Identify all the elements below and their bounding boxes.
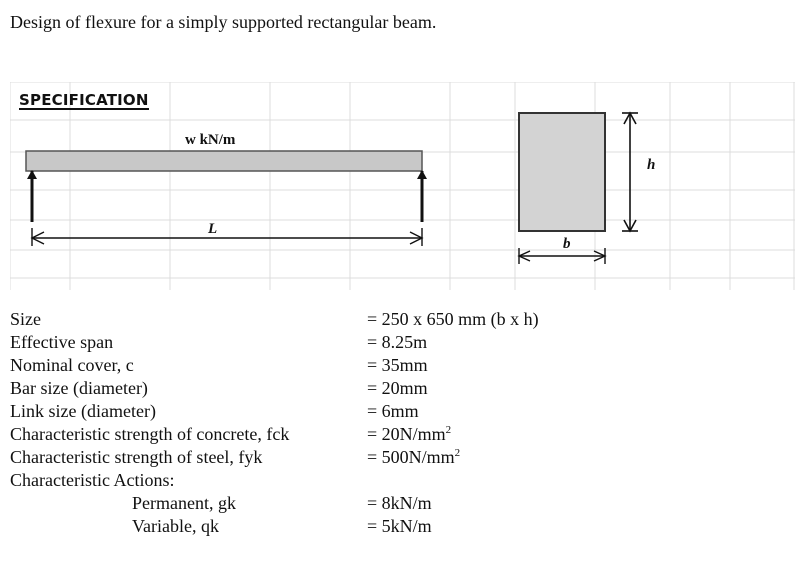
span-dimension bbox=[32, 228, 422, 246]
spec-value-variable: = 5kN/m bbox=[367, 516, 432, 536]
spec-value-cover: = 35mm bbox=[367, 355, 428, 375]
fck-unit-exponent: 2 bbox=[445, 424, 452, 436]
cross-section bbox=[519, 113, 605, 231]
spec-label-link-size: Link size (diameter) bbox=[10, 401, 156, 421]
spec-value-span: = 8.25m bbox=[367, 332, 428, 352]
fyk-unit-exponent: 2 bbox=[454, 447, 461, 459]
spec-label-span: Effective span bbox=[10, 332, 114, 352]
spec-label-actions: Characteristic Actions: bbox=[10, 470, 175, 490]
width-label: b bbox=[563, 236, 571, 252]
spec-value-size: = 250 x 650 mm (b x h) bbox=[367, 309, 539, 329]
spec-label-size: Size bbox=[10, 309, 41, 329]
fck-value-text: = 20N/mm bbox=[367, 424, 446, 444]
spec-value-fyk bbox=[367, 446, 460, 469]
page-title: Design of flexure for a simply supported rectangular beam. bbox=[10, 12, 437, 32]
load-label: w kN/m bbox=[185, 132, 236, 148]
spec-label-fck: Characteristic strength of concrete, fck bbox=[10, 424, 290, 444]
figure-grid bbox=[10, 82, 795, 290]
specification-heading: SPECIFICATION bbox=[19, 91, 149, 109]
height-dimension bbox=[622, 113, 638, 231]
spec-value-permanent: = 8kN/m bbox=[367, 493, 432, 513]
spec-label-fyk: Characteristic strength of steel, fyk bbox=[10, 447, 263, 467]
span-label: L bbox=[208, 221, 218, 237]
fyk-value-text: = 500N/mm bbox=[367, 447, 455, 467]
height-label: h bbox=[647, 157, 656, 173]
spec-value-fck bbox=[367, 423, 451, 446]
spec-label-bar-size: Bar size (diameter) bbox=[10, 378, 148, 398]
spec-label-variable: Variable, qk bbox=[132, 516, 219, 536]
spec-value-bar-size: = 20mm bbox=[367, 378, 428, 398]
spec-label-permanent: Permanent, gk bbox=[132, 493, 236, 513]
beam-figure bbox=[10, 82, 795, 290]
beam-body bbox=[26, 151, 422, 171]
spec-value-link-size: = 6mm bbox=[367, 401, 419, 421]
spec-label-cover: Nominal cover, c bbox=[10, 355, 134, 375]
